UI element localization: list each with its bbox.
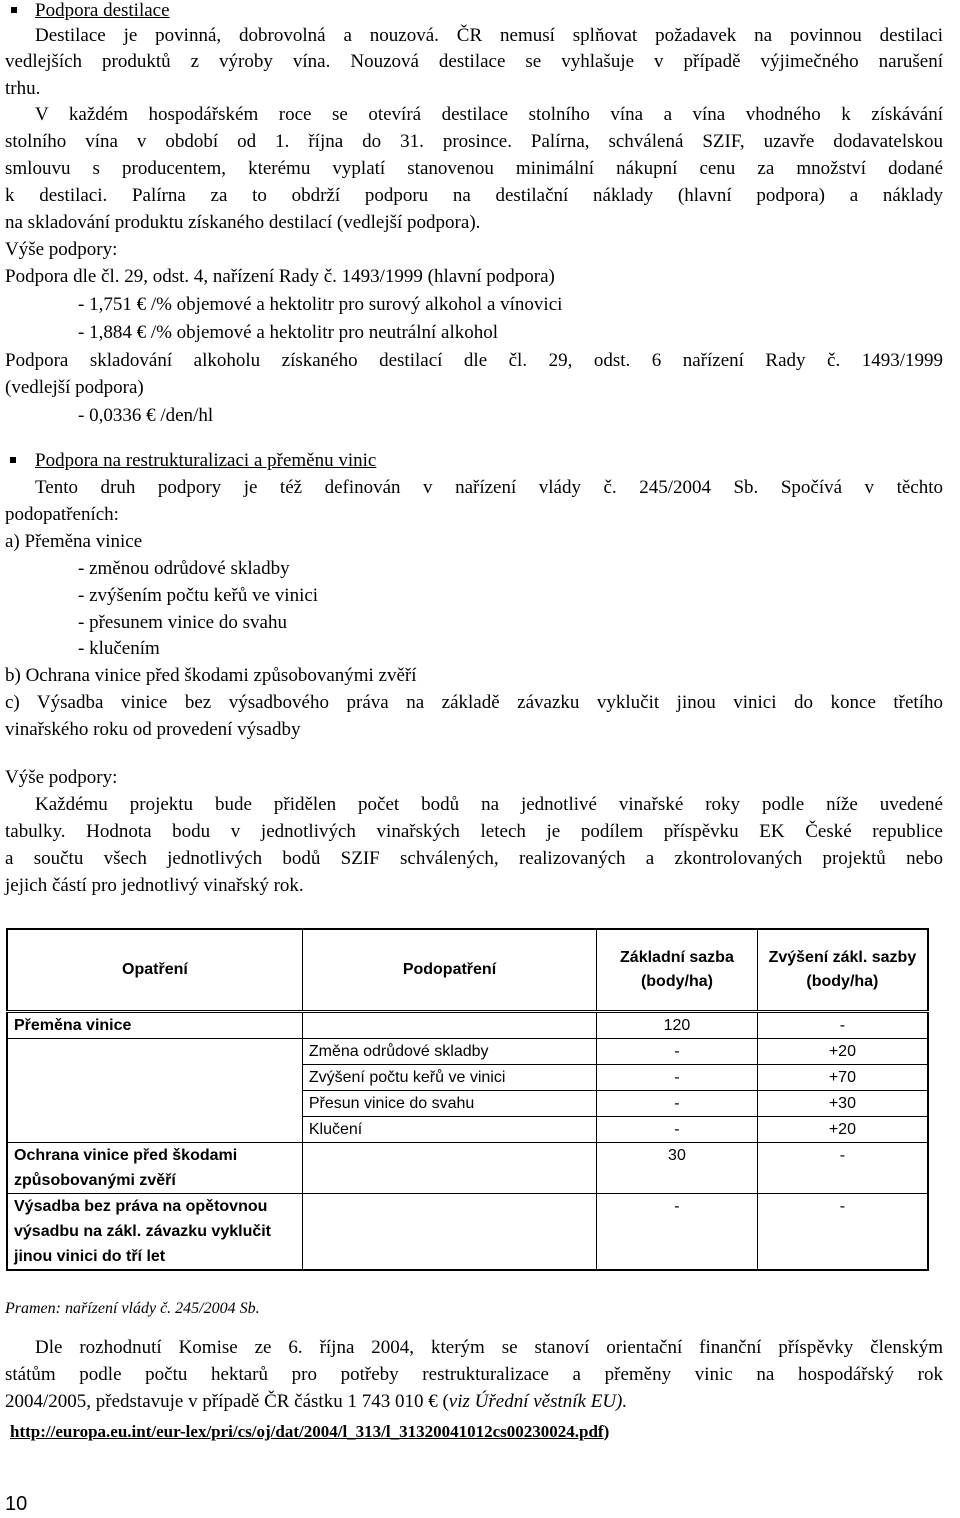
storage-support-line: Podpora skladování alkoholu získaného destilací dle čl. 29, odst. 6 nařízení Rady č. 1493/1999 xyxy=(5,350,943,371)
measure-a-item: - přesunem vinice do svahu xyxy=(78,612,287,633)
table-row xyxy=(7,1142,928,1193)
paragraph-line: stolního vína v období od 1. října do 31. prosince. Palírna, schválená SZIF, uzavře dodavatelskou xyxy=(5,131,943,152)
paragraph-line: podopatřeních: xyxy=(5,504,119,525)
cell-opatreni: Výsadba bez práva na opětovnou výsadbu na zákl. závazku vyklučit jinou vinici do tří let xyxy=(7,1193,302,1270)
paragraph-line: V každém hospodářském roce se otevírá destilace stolního vína a vína vhodného k získávání xyxy=(35,104,943,125)
cell-zvyseni: +30 xyxy=(757,1090,928,1116)
table-row xyxy=(7,1090,928,1116)
paragraph-line: tabulky. Hodnota bodu v jednotlivých vinařských letech je podílem příspěvku EK České republice xyxy=(5,821,943,842)
main-support-item: - 1,884 € /% objemové a hektolitr pro neutrální alkohol xyxy=(78,322,499,343)
eurlex-link[interactable]: http://europa.eu.int/eur-lex/pri/cs/oj/dat/2004/l_313/l_31320041012cs00230024.pdf xyxy=(10,1422,604,1441)
cell-podopatreni xyxy=(302,1193,596,1270)
cell-opatreni xyxy=(7,1090,302,1116)
cell-opatreni xyxy=(7,1038,302,1064)
header-podopatreni: Podopatření xyxy=(302,929,596,1011)
cell-zakladni: - xyxy=(597,1064,758,1090)
cell-zvyseni: +20 xyxy=(757,1116,928,1142)
measure-b: b) Ochrana vinice před škodami způsobovanými zvěří xyxy=(5,665,417,686)
main-support-title: Podpora dle čl. 29, odst. 4, nařízení Rady č. 1493/1999 (hlavní podpora) xyxy=(5,266,555,287)
table-row xyxy=(7,1064,928,1090)
bullet-icon xyxy=(10,457,16,463)
cell-opatreni: Ochrana vinice před škodami způsobovanými zvěří xyxy=(7,1142,302,1193)
table-header-row xyxy=(7,929,928,1011)
paragraph-line: Destilace je povinná, dobrovolná a nouzová. ČR nemusí splňovat požadavek na povinnou destilaci xyxy=(35,25,943,46)
cell-opatreni xyxy=(7,1116,302,1142)
measure-a: a) Přeměna vinice xyxy=(5,531,143,552)
cell-zakladni: - xyxy=(597,1038,758,1064)
cell-zvyseni: - xyxy=(757,1193,928,1270)
cell-zvyseni: +20 xyxy=(757,1038,928,1064)
measure-c: c) Výsadba vinice bez výsadbového práva na základě závazku vyklučit jinou vinici do konce třetího xyxy=(5,692,943,713)
header-zakladni-sazba: Základní sazba (body/ha) xyxy=(597,929,758,1011)
bullet-icon xyxy=(11,7,17,13)
link-closing-paren: ) xyxy=(603,1422,610,1441)
cell-podopatreni xyxy=(302,1142,596,1193)
paragraph-line: vedlejších produktů z výroby vína. Nouzová destilace se vyhlašuje v případě výjimečného narušení xyxy=(5,51,943,72)
cell-zakladni: 30 xyxy=(597,1142,758,1193)
paragraph-line: trhu. xyxy=(5,78,41,99)
cell-podopatreni xyxy=(302,1011,596,1038)
cell-zakladni: - xyxy=(597,1090,758,1116)
closing-line: Dle rozhodnutí Komise ze 6. října 2004, kterým se stanoví orientační finanční příspěvky členským xyxy=(35,1337,943,1358)
table-row xyxy=(7,1011,928,1038)
paragraph-line: na skladování produktu získaného destilací (vedlejší podpora). xyxy=(5,212,481,233)
cell-podopatreni: Zvýšení počtu keřů ve vinici xyxy=(302,1064,596,1090)
section-heading-destilace: Podpora destilace xyxy=(35,0,170,21)
cell-podopatreni: Klučení xyxy=(302,1116,596,1142)
cell-zvyseni: - xyxy=(757,1142,928,1193)
measure-a-item: - změnou odrůdové skladby xyxy=(78,558,290,579)
points-table xyxy=(6,928,929,1271)
closing-text: 2004/2005, představuje v případě ČR částku 1 743 010 € ( xyxy=(5,1391,449,1412)
paragraph-line: Každému projektu bude přidělen počet bodů na jednotlivé vinařské roky podle níže uvedené xyxy=(35,794,943,815)
header-opatreni: Opatření xyxy=(7,929,302,1011)
section-heading-restrukturalizace: Podpora na restrukturalizaci a přeměnu vinic xyxy=(35,450,377,471)
link-line xyxy=(10,1419,609,1445)
measure-c: vinařského roku od provedení výsadby xyxy=(5,719,301,740)
table-row xyxy=(7,1038,928,1064)
measure-a-item: - zvýšením počtu keřů ve vinici xyxy=(78,585,319,606)
paragraph-line: k destilaci. Palírna za to obdrží podporu na destilační náklady (hlavní podpora) a náklady xyxy=(5,185,943,206)
paragraph-line: a součtu všech jednotlivých bodů SZIF schválených, realizovaných a zkontrolovaných projektů nebo xyxy=(5,848,943,869)
cell-podopatreni: Změna odrůdové skladby xyxy=(302,1038,596,1064)
page-number: 10 xyxy=(5,1493,28,1515)
measure-a-item: - klučením xyxy=(78,638,160,659)
table-row xyxy=(7,1193,928,1270)
paragraph-line: Tento druh podpory je též definován v nařízení vlády č. 245/2004 Sb. Spočívá v těchto xyxy=(35,477,943,498)
cell-zvyseni: - xyxy=(757,1011,928,1038)
support-amount-label: Výše podpory: xyxy=(5,767,118,788)
main-support-item: - 1,751 € /% objemové a hektolitr pro surový alkohol a vínovici xyxy=(78,294,563,315)
cell-podopatreni: Přesun vinice do svahu xyxy=(302,1090,596,1116)
cell-opatreni xyxy=(7,1064,302,1090)
table-source: Pramen: nařízení vlády č. 245/2004 Sb. xyxy=(5,1300,260,1317)
storage-support-item: - 0,0336 € /den/hl xyxy=(78,405,214,426)
cell-zakladni: - xyxy=(597,1193,758,1270)
closing-italic: viz Úřední věstník EU). xyxy=(448,1391,628,1412)
support-amount-label: Výše podpory: xyxy=(5,239,118,260)
storage-support-line: (vedlejší podpora) xyxy=(5,377,144,398)
paragraph-line: smlouvu s producentem, kterému vyplatí stanovenou minimální nákupní cenu za množství dodané xyxy=(5,158,943,179)
cell-zvyseni: +70 xyxy=(757,1064,928,1090)
closing-line: státům podle počtu hektarů pro potřeby restrukturalizace a přeměny vinic na hospodářský rok xyxy=(5,1364,943,1385)
cell-opatreni: Přeměna vinice xyxy=(7,1011,302,1038)
cell-zakladni: 120 xyxy=(597,1011,758,1038)
cell-zakladni: - xyxy=(597,1116,758,1142)
header-zvyseni-sazby: Zvýšení zákl. sazby (body/ha) xyxy=(757,929,928,1011)
closing-line xyxy=(5,1389,627,1415)
paragraph-line: jejich částí pro jednotlivý vinařský rok. xyxy=(5,875,304,896)
table-row xyxy=(7,1116,928,1142)
